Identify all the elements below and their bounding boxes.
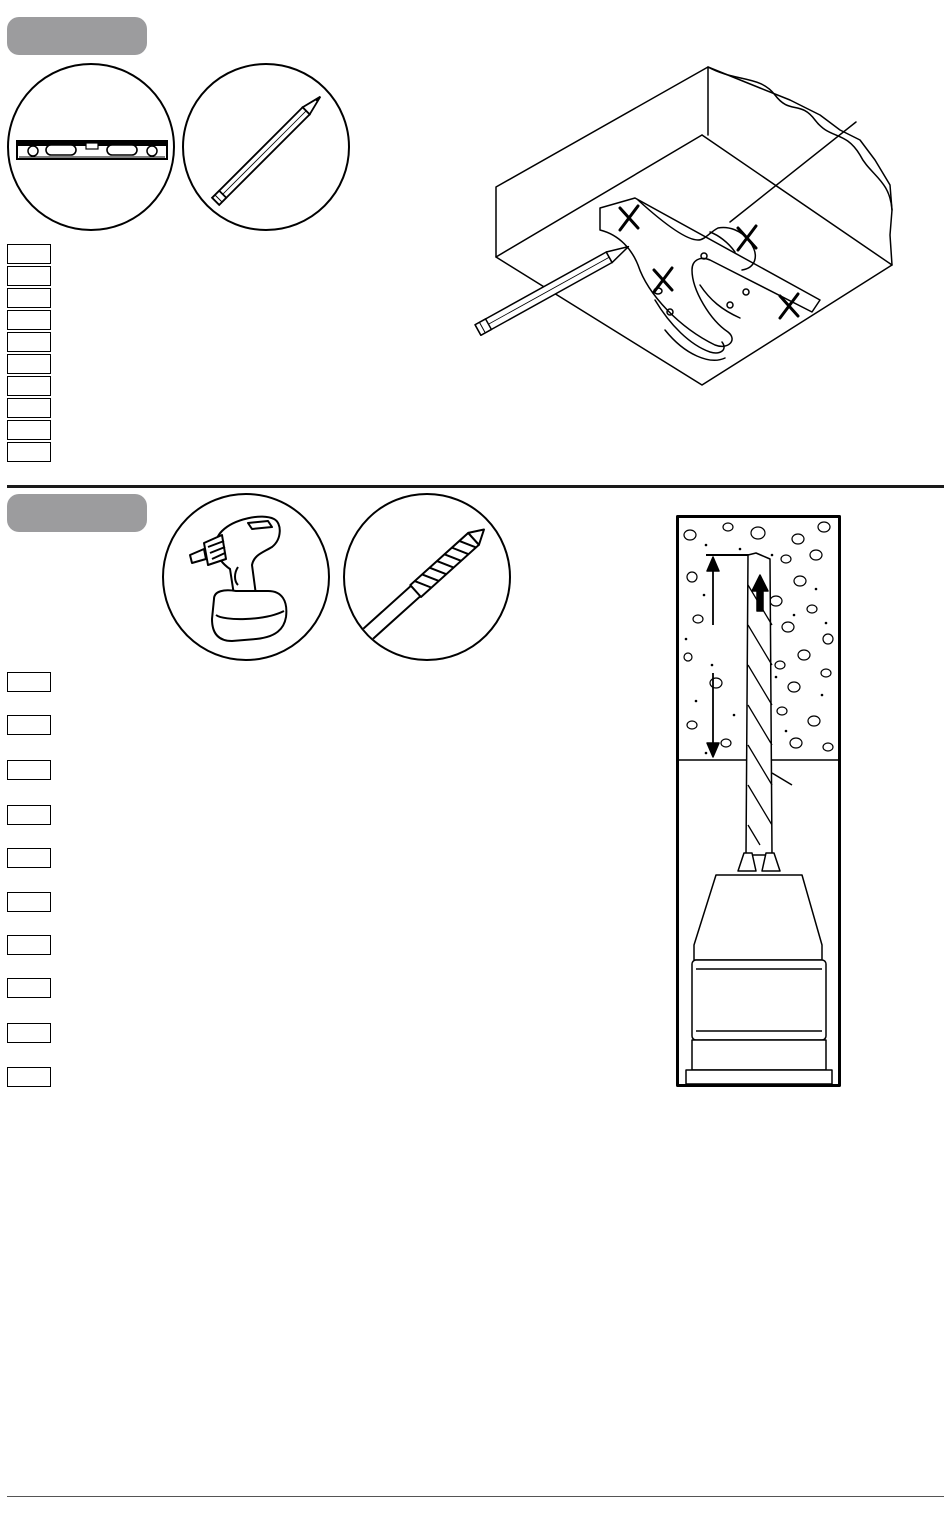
language-code-box (7, 266, 51, 286)
language-code-box (7, 244, 51, 264)
language-code-box (7, 310, 51, 330)
language-code-box (7, 672, 51, 692)
tool-pencil (182, 63, 350, 231)
language-code-box (7, 1067, 51, 1087)
language-code-box (7, 288, 51, 308)
tool-drill-bit (343, 493, 511, 661)
section-divider (7, 485, 944, 488)
tool-level (7, 63, 175, 231)
tool-drill (162, 493, 330, 661)
language-code-box (7, 1023, 51, 1043)
language-code-box (7, 442, 51, 462)
language-code-box (7, 978, 51, 998)
language-code-box (7, 398, 51, 418)
language-code-box (7, 935, 51, 955)
pencil-icon (184, 65, 350, 231)
language-code-box (7, 760, 51, 780)
language-code-box (7, 805, 51, 825)
level-icon (9, 65, 175, 231)
language-code-box (7, 715, 51, 735)
language-code-box (7, 354, 51, 374)
language-code-box (7, 892, 51, 912)
step-tab-1 (7, 17, 147, 55)
language-code-box (7, 420, 51, 440)
language-code-box (7, 848, 51, 868)
ceiling-bracket-marking-illustration (460, 60, 900, 405)
drill-bit-icon (345, 495, 511, 661)
drilling-into-concrete-illustration (676, 515, 841, 1087)
step-tab-2 (7, 494, 147, 532)
drill-icon (164, 495, 330, 661)
language-code-box (7, 376, 51, 396)
language-code-box (7, 332, 51, 352)
footer-rule (7, 1496, 944, 1497)
